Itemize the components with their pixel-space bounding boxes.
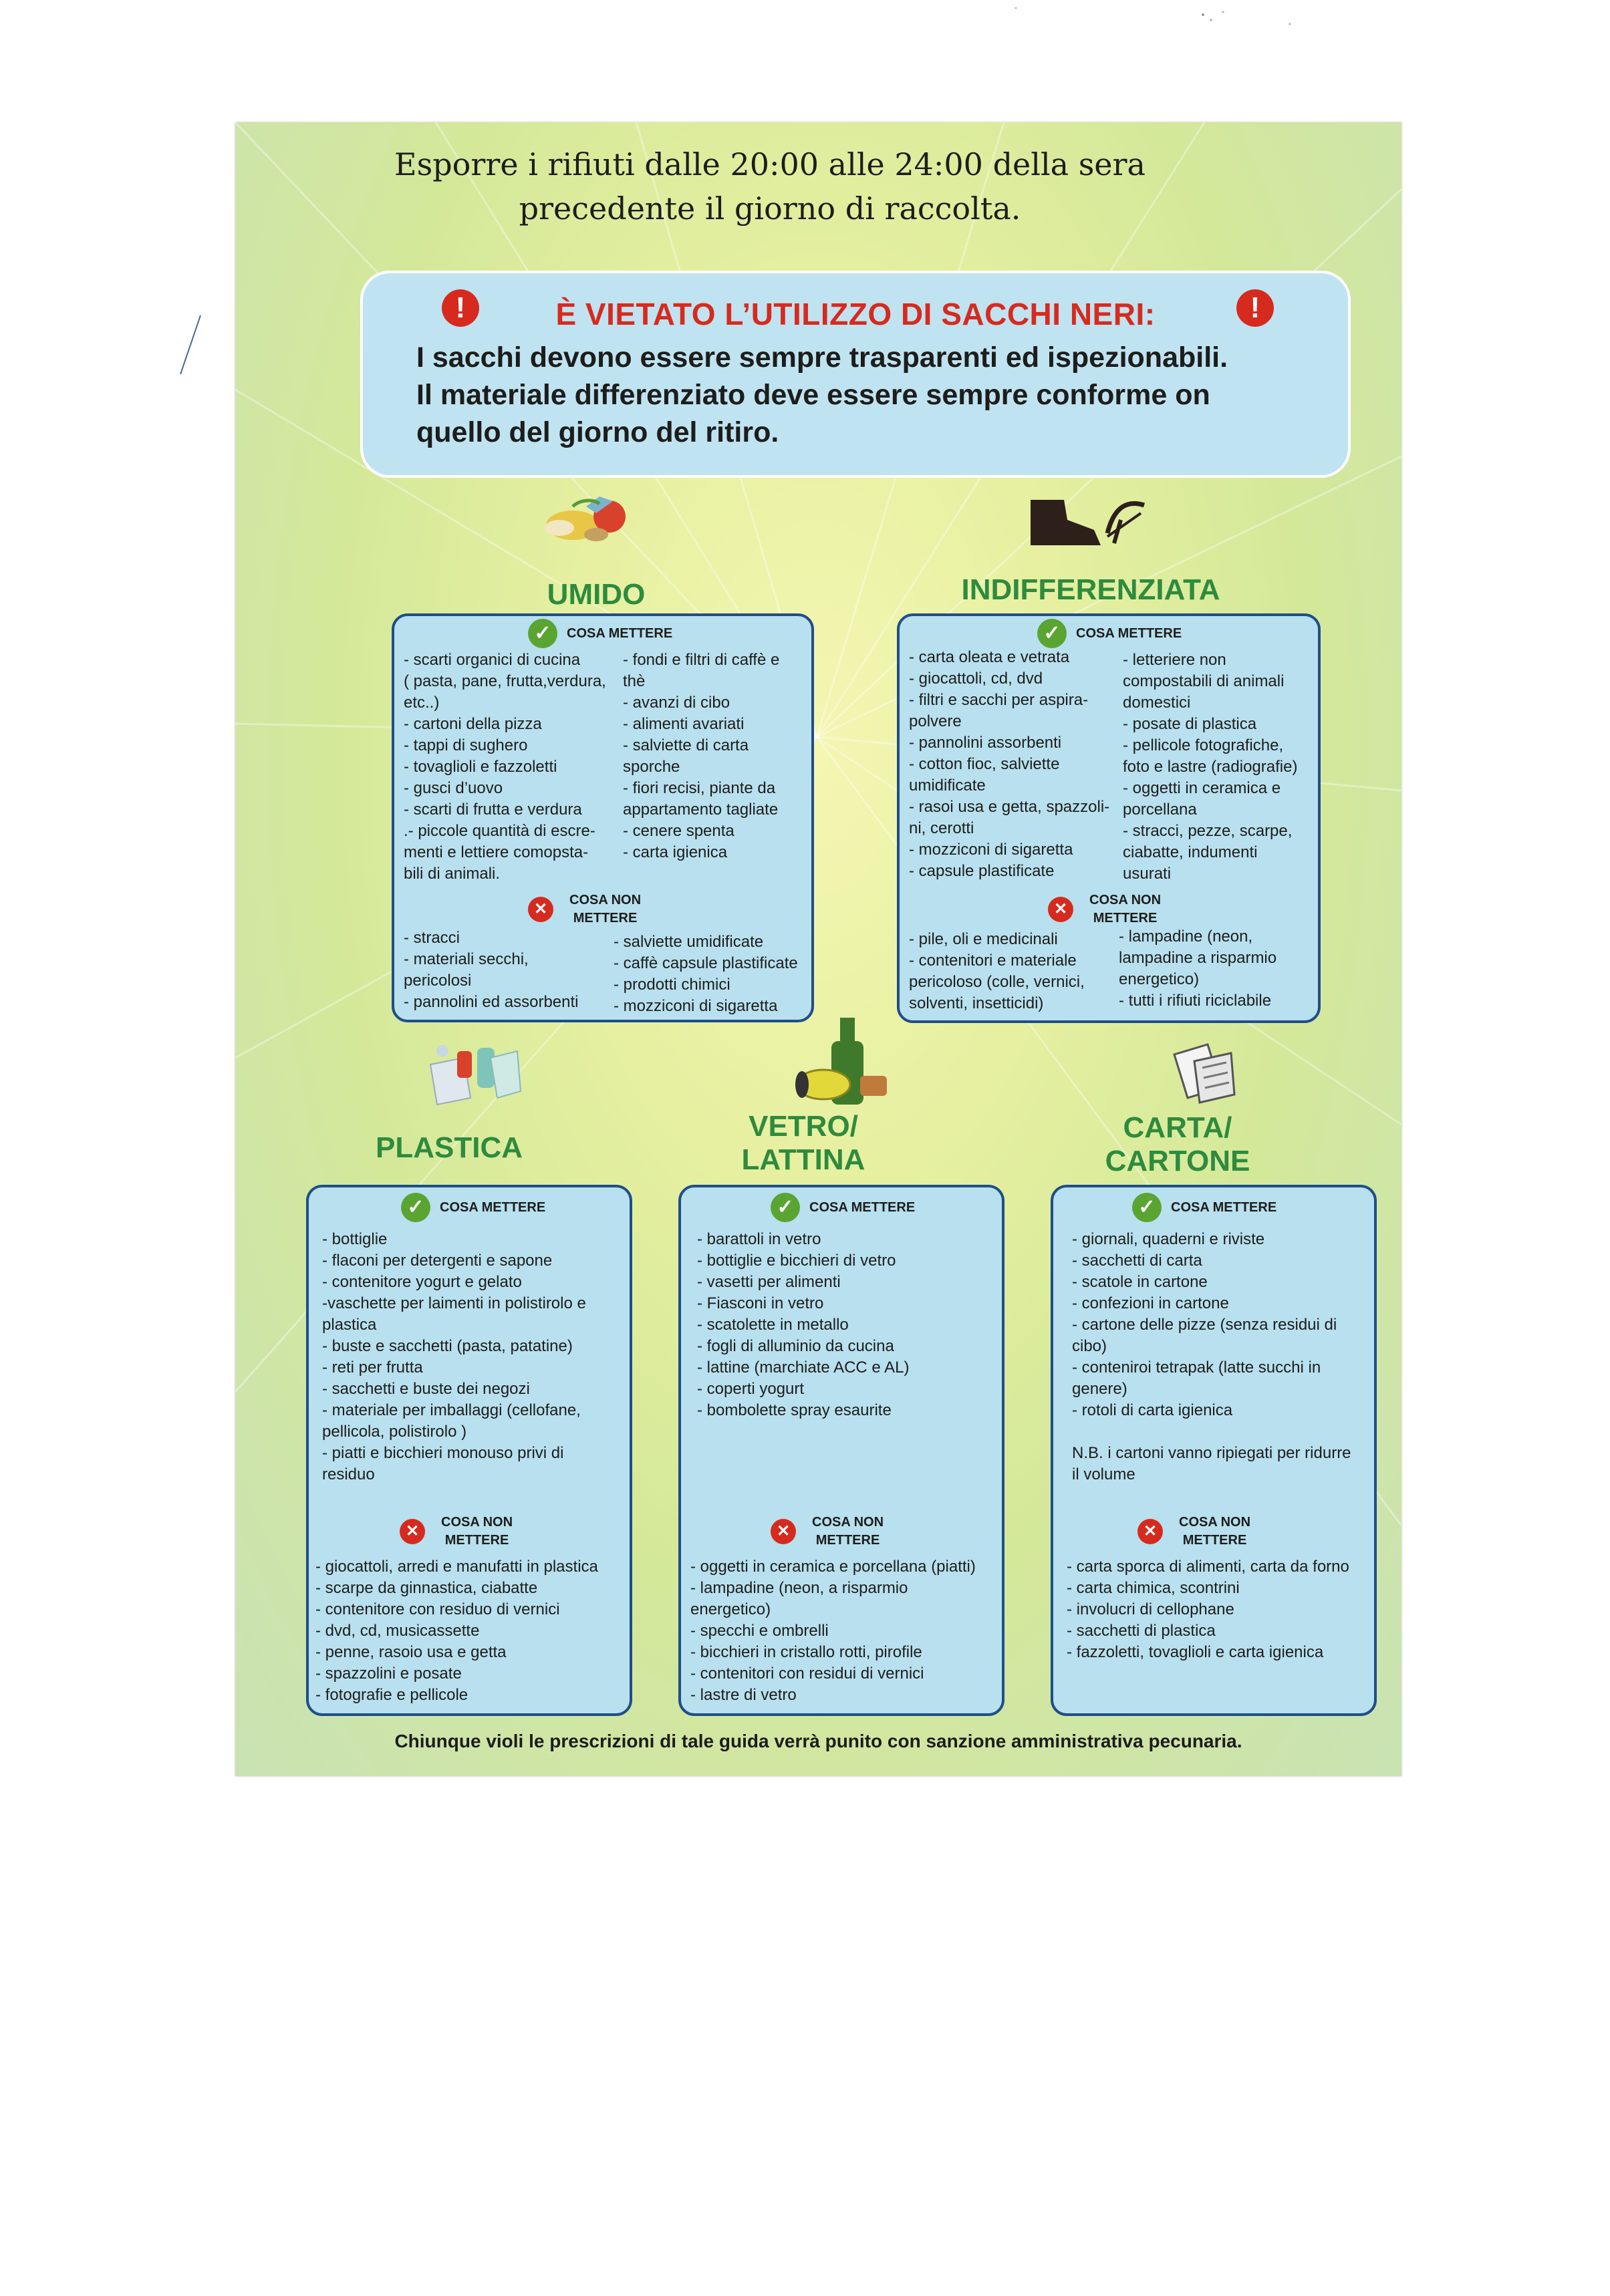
organic-waste-icon xyxy=(533,486,646,553)
collection-time-heading xyxy=(336,142,1204,231)
vetro-put-list: - barattoli in vetro - bottiglie e bicchieri di vetro - vasetti per alimenti - Fiasconi in vetro - scatolette in metallo - fogli di alluminio da cucina - lattine (marchiate ACC e AL) - coperti yogurt - bombolette spray esaurite xyxy=(697,1230,910,1419)
shoes-icon xyxy=(1027,493,1148,553)
vetro-title: VETRO/ LATTINA xyxy=(741,1110,865,1176)
warning-line-3: quello del giorno del ritiro. xyxy=(416,416,779,448)
cross-icon: ✕ xyxy=(771,1519,796,1544)
vetro-not-list: - oggetti in ceramica e porcellana (piatti) - lampadine (neon, a risparmio energetico) - specchi e ombrelli - bicchieri in cristallo rotti, pirofile - contenitori con residui di vernici - lastre di vetro xyxy=(690,1558,976,1704)
vetro-box xyxy=(678,1185,1004,1716)
indifferenziata-title: INDIFFERENZIATA xyxy=(961,573,1220,606)
recycling-flyer xyxy=(235,122,1401,1776)
vetro-not-header: ✕ COSA NON METTERE xyxy=(771,1514,884,1550)
umido-put-list-1: - scarti organici di cucina ( pasta, pane, frutta,verdura, etc..) - cartoni della pizza - tappi di sughero - tovaglioli e fazzoletti - gusci d’uovo - scarti di frutta e verdura .- piccole quantità di escre- menti e lettiere comopsta- bili di animali. xyxy=(404,651,606,883)
umido-put-list-2: - fondi e filtri di caffè e thè - avanzi di cibo - alimenti avariati - salviette di carta sporche - fiori recisi, piante da appartamento tagliate - cenere spenta - carta igienica xyxy=(623,651,780,861)
umido-not-list-1: - stracci - materiali secchi, pericolosi - pannolini ed assorbenti xyxy=(404,929,579,1011)
black-bags-warning xyxy=(360,271,1351,478)
cross-icon: ✕ xyxy=(528,897,553,922)
plastica-not-list: - giocattoli, arredi e manufatti in plastica - scarpe da ginnastica, ciabatte - contenitore con residuo di vernici - dvd, cd, musicassette - penne, rasoio usa e getta - spazzolini e posate - fotografie e pellicole xyxy=(315,1558,598,1704)
indifferenziata-put-list-1: - carta oleata e vetrata - giocattoli, cd, dvd - filtri e sacchi per aspira- polvere - pannolini assorbenti - cotton fioc, salviette umidificate - rasoi usa e getta, spazzoli- ni, cerotti - mozziconi di sigaretta - capsule plastificate xyxy=(909,648,1110,880)
check-icon: ✓ xyxy=(1132,1193,1162,1222)
alert-icon: ! xyxy=(442,289,479,327)
penalty-notice: Chiunque violi le prescrizioni di tale guida verrà punito con sanzione amministrativa pecunaria. xyxy=(394,1731,1242,1751)
carta-title: CARTA/ CARTONE xyxy=(1105,1111,1250,1177)
warning-line-2: Il materiale differenziato deve essere sempre conforme on xyxy=(416,379,1210,411)
indifferenziata-put-header: ✓ COSA METTERE xyxy=(1037,619,1182,648)
plastica-put-list: - bottiglie - flaconi per detergenti e sapone - contenitore yogurt e gelato -vaschette per laimenti in polistirolo e plastica - buste e sacchetti (pasta, patatine) - reti per frutta - sacchetti e buste dei negozi - materiale per imballaggi (cellofane, pellicola, polistirolo ) - piatti e bicchieri monouso privi di residuo xyxy=(322,1230,586,1483)
check-icon: ✓ xyxy=(1037,619,1067,648)
carta-box xyxy=(1051,1185,1377,1716)
check-icon: ✓ xyxy=(401,1193,430,1222)
umido-box xyxy=(392,613,814,1022)
indifferenziata-box xyxy=(897,613,1321,1023)
plastica-box xyxy=(306,1185,632,1716)
plastica-title: PLASTICA xyxy=(376,1131,523,1164)
alert-icon: ! xyxy=(1236,289,1274,327)
heading-line-2: precedente il giorno di raccolta. xyxy=(519,190,1021,227)
plastica-put-header: ✓ COSA METTERE xyxy=(401,1193,545,1222)
indifferenziata-not-list-1: - pile, oli e medicinali - contenitori e materiale pericoloso (colle, vernici, solventi, insetticidi) xyxy=(909,930,1085,1012)
indifferenziata-not-list-2: - lampadine (neon, lampadine a risparmio energetico) - tutti i rifiuti riciclabile xyxy=(1119,927,1277,1010)
umido-put-header: ✓ COSA METTERE xyxy=(528,619,672,648)
glass-can-icon xyxy=(790,1014,897,1108)
umido-not-header: ✕ COSA NON METTERE xyxy=(528,891,641,927)
plastica-not-header: ✕ COSA NON METTERE xyxy=(400,1514,513,1550)
paper-icon xyxy=(1168,1041,1241,1108)
carta-put-list: - giornali, quaderni e riviste - sacchetti di carta - scatole in cartone - confezioni in cartone - cartone delle pizze (senza residui di cibo) - conteniroi tetrapak (latte succhi in genere) - rotoli di carta igienica N.B. i cartoni vanno ripiegati per ridurre il volume xyxy=(1072,1230,1351,1483)
carta-not-header: ✕ COSA NON METTERE xyxy=(1137,1514,1250,1550)
indifferenziata-put-list-2: - letteriere non compostabili di animali domestici - posate di plastica - pellicole fotografiche, foto e lastre (radiografie) - oggetti in ceramica e porcellana - stracci, pezze, scarpe, ciabatte, indumenti usurati xyxy=(1123,651,1298,883)
indifferenziata-not-header: ✕ COSA NON METTERE xyxy=(1048,891,1161,927)
carta-not-list: - carta sporca di alimenti, carta da forno - carta chimica, scontrini - involucri di cellophane - sacchetti di plastica - fazzoletti, tovaglioli e carta igienica xyxy=(1067,1558,1349,1661)
check-icon: ✓ xyxy=(771,1193,800,1222)
plastic-waste-icon xyxy=(417,1038,531,1111)
cross-icon: ✕ xyxy=(1137,1519,1163,1544)
cross-icon: ✕ xyxy=(1048,897,1073,922)
umido-title: UMIDO xyxy=(547,578,646,611)
heading-line-1: Esporre i rifiuti dalle 20:00 alle 24:00 della sera xyxy=(394,146,1146,182)
warning-title: È VIETATO L’UTILIZZO DI SACCHI NERI: xyxy=(555,297,1156,331)
warning-line-1: I sacchi devono essere sempre trasparenti ed ispezionabili. xyxy=(416,341,1228,374)
vetro-put-header: ✓ COSA METTERE xyxy=(771,1193,915,1222)
carta-put-header: ✓ COSA METTERE xyxy=(1132,1193,1277,1222)
umido-not-list-2: - salviette umidificate - caffè capsule plastificate - prodotti chimici - mozziconi di sigaretta xyxy=(614,933,798,1015)
cross-icon: ✕ xyxy=(400,1519,425,1544)
warning-text xyxy=(416,339,1325,451)
check-icon: ✓ xyxy=(528,619,557,648)
